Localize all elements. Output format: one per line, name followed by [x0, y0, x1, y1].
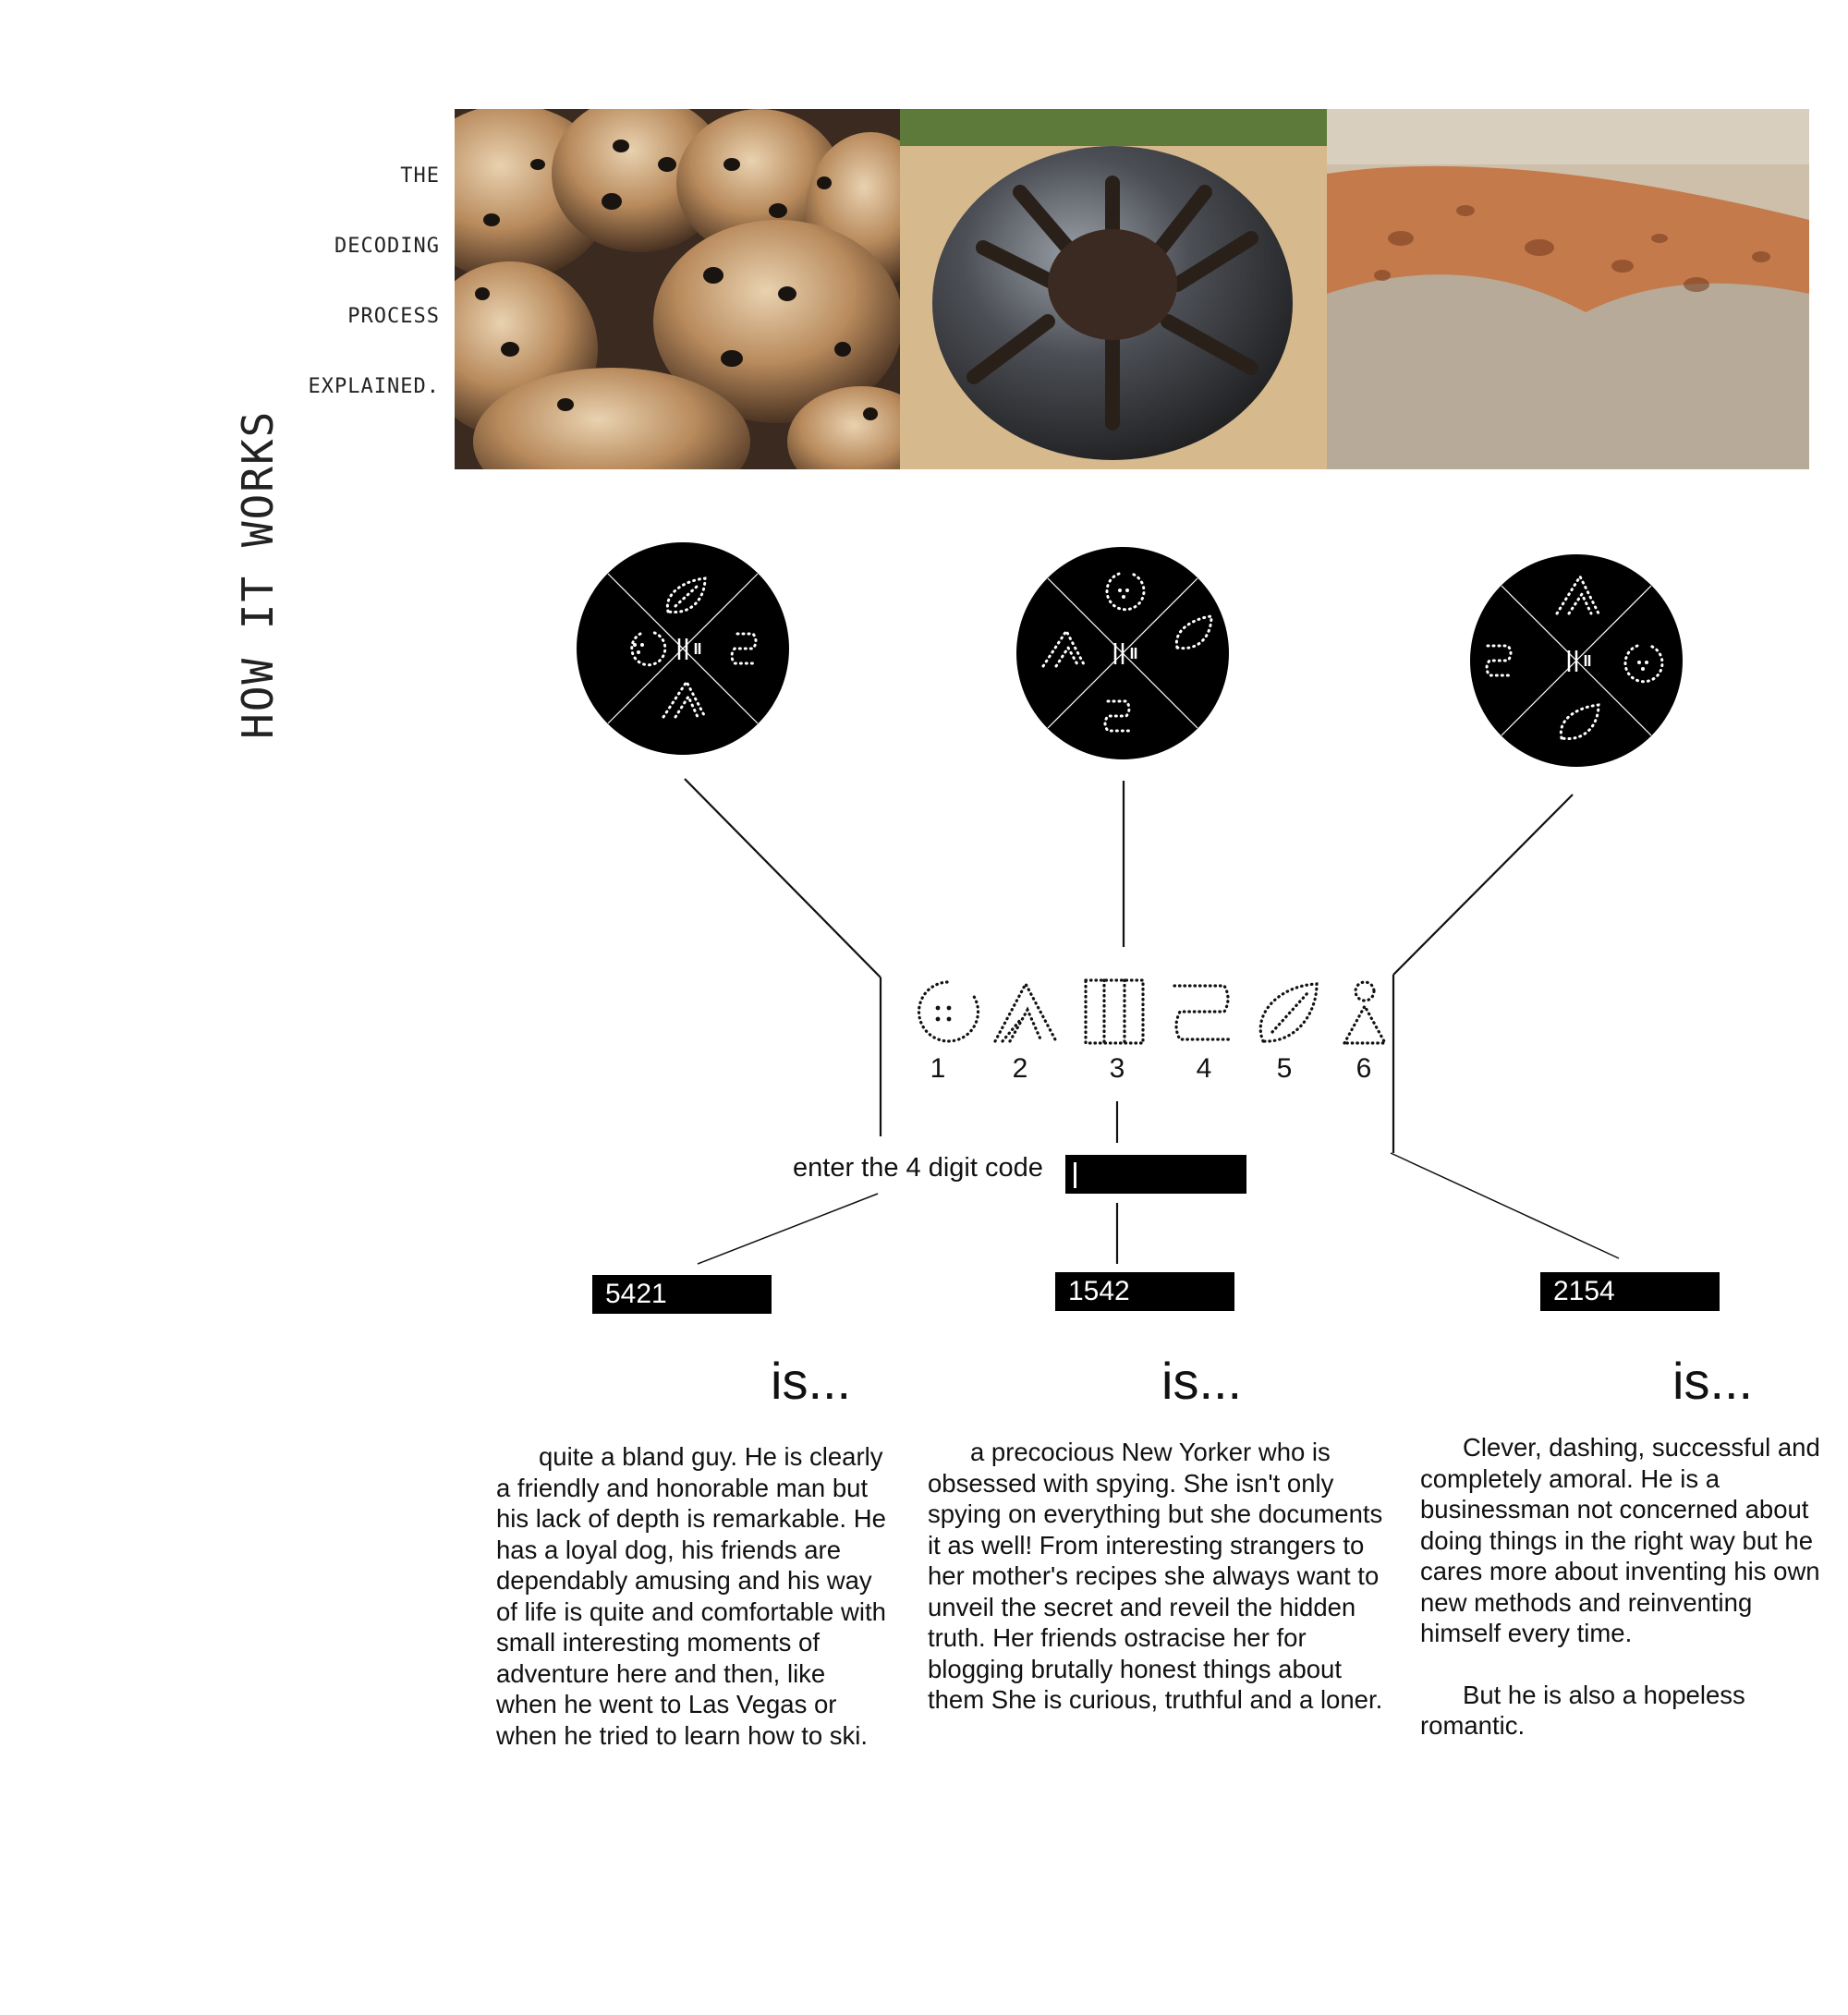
- description-paragraph: But he is also a hopeless romantic.: [1420, 1680, 1745, 1740]
- result-code-3: 2154: [1540, 1272, 1720, 1311]
- text-cursor: [1074, 1162, 1076, 1188]
- subtitle-line-1: THE: [400, 164, 440, 188]
- symbol-number-4: 4: [1196, 1053, 1212, 1084]
- result-heading-3: is...: [1672, 1352, 1754, 1410]
- symbol-number-2: 2: [1012, 1053, 1028, 1084]
- section-title-vertical: HOW IT WORKS: [233, 409, 283, 739]
- result-description-1: [496, 1441, 889, 1751]
- bread-rolls-photo: [455, 109, 900, 469]
- result-description-3: [1420, 1432, 1822, 1742]
- symbol-disc-right: [1469, 553, 1684, 768]
- code-input[interactable]: [1065, 1155, 1246, 1194]
- result-code-2: 1542: [1055, 1272, 1234, 1311]
- subtitle-line-3: PROCESS: [347, 305, 440, 328]
- symbol-number-1: 1: [930, 1053, 946, 1084]
- description-paragraph: Clever, dashing, successful and completely amoral. He is a businessman not concerned about doing things in the right way but he cares more about inventing his own new methods and reinventing himself every time.: [1420, 1433, 1820, 1647]
- code-input-label: enter the 4 digit code: [793, 1153, 1043, 1183]
- symbol-number-6: 6: [1356, 1053, 1372, 1084]
- description-paragraph: quite a bland guy. He is clearly a friendly and honorable man but his lack of depth is remarkable. He has a loyal dog, his friends are dependably amusing and his way of life is quite and comfortable with small interesting moments of adventure here and then, like when he went to Las Vegas or when he tried to learn how to ski.: [496, 1442, 886, 1750]
- description-paragraph: a precocious New Yorker who is obsessed with spying. She isn't only spying on everything but she documents it as well! From interesting strangers to her mother's recipes she always want to unveil the secret and reveil the hidden truth. Her friends ostracise her for blogging brutally honest things about them She is curious, truthful and a loner.: [928, 1438, 1383, 1714]
- result-heading-2: is...: [1161, 1352, 1243, 1410]
- symbol-key-row: [910, 975, 1391, 1049]
- result-code-1: 5421: [592, 1275, 772, 1314]
- dark-scored-loaf-photo: [900, 109, 1327, 469]
- subtitle-line-2: DECODING: [334, 235, 440, 258]
- symbol-disc-left: [576, 541, 790, 756]
- result-description-2: [928, 1437, 1385, 1716]
- result-heading-1: is...: [771, 1352, 852, 1410]
- symbol-disc-center: [1015, 546, 1230, 760]
- symbol-number-5: 5: [1276, 1053, 1293, 1084]
- crusty-loaf-crumb-photo: [1327, 109, 1809, 469]
- symbol-number-3: 3: [1109, 1053, 1125, 1084]
- subtitle-line-4: EXPLAINED.: [308, 375, 440, 398]
